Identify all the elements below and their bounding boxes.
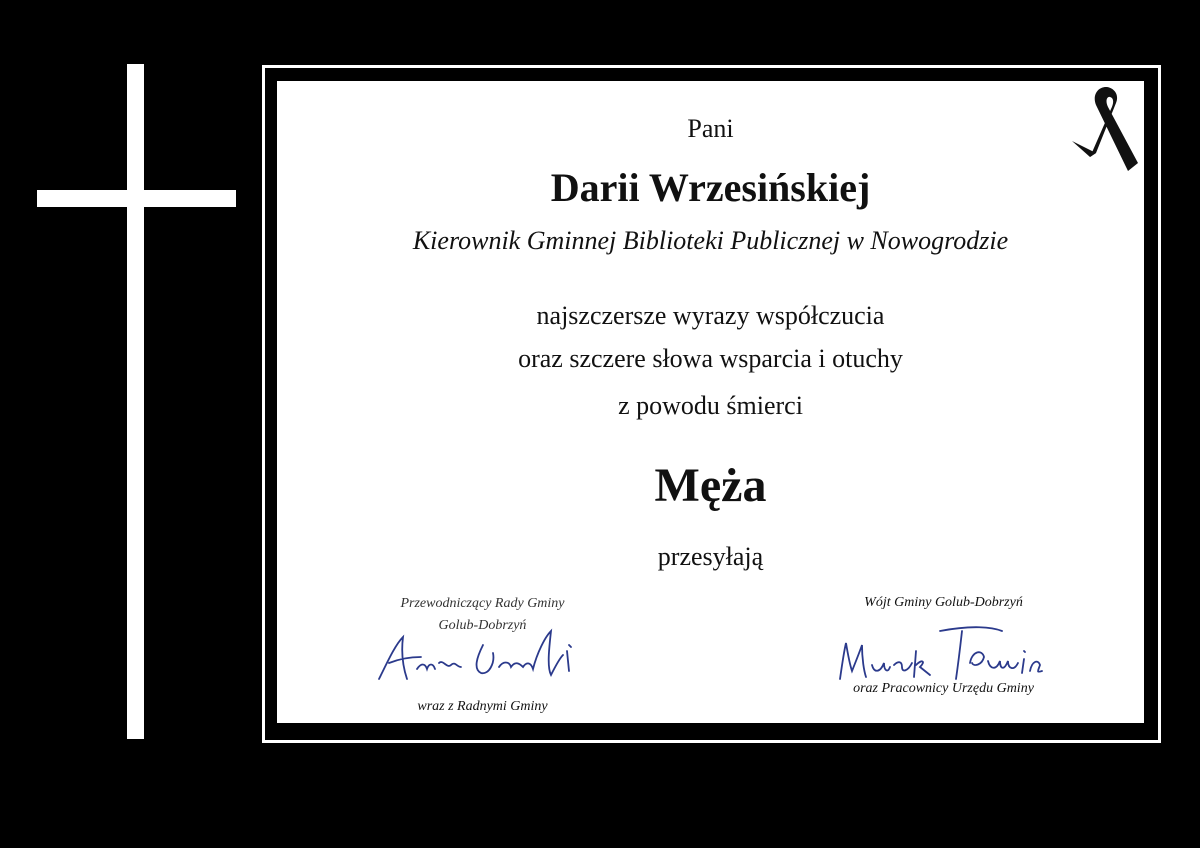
condolence-card (277, 81, 1144, 723)
deceased-relation: Męża (654, 459, 767, 512)
signatory-title: Wójt Gminy Golub-Dobrzyń (864, 595, 1023, 610)
signatory-title-line2: Golub-Dobrzyń (438, 618, 527, 633)
senders-line: przesyłają (657, 542, 764, 571)
signatory-note: oraz Pracownicy Urzędu Gminy (853, 681, 1034, 696)
signatory-title: Przewodniczący Rady Gminy (400, 596, 565, 611)
cross-vertical-bar (127, 64, 144, 739)
salutation: Pani (687, 114, 734, 143)
message-line: najszczersze wyrazy współczucia (536, 301, 885, 330)
recipient-position: Kierownik Gminnej Biblioteki Publicznej w Nowogrodzie (412, 226, 1009, 255)
handwritten-signature-right (832, 621, 1052, 685)
handwritten-signature-left (373, 623, 583, 683)
recipient-name: Darii Wrzesińskiej (550, 165, 871, 210)
cross-horizontal-bar (37, 190, 236, 207)
message-line: z powodu śmierci (618, 391, 803, 420)
message-line: oraz szczere słowa wsparcia i otuchy (518, 344, 903, 373)
signatory-note: wraz z Radnymi Gminy (417, 699, 548, 714)
